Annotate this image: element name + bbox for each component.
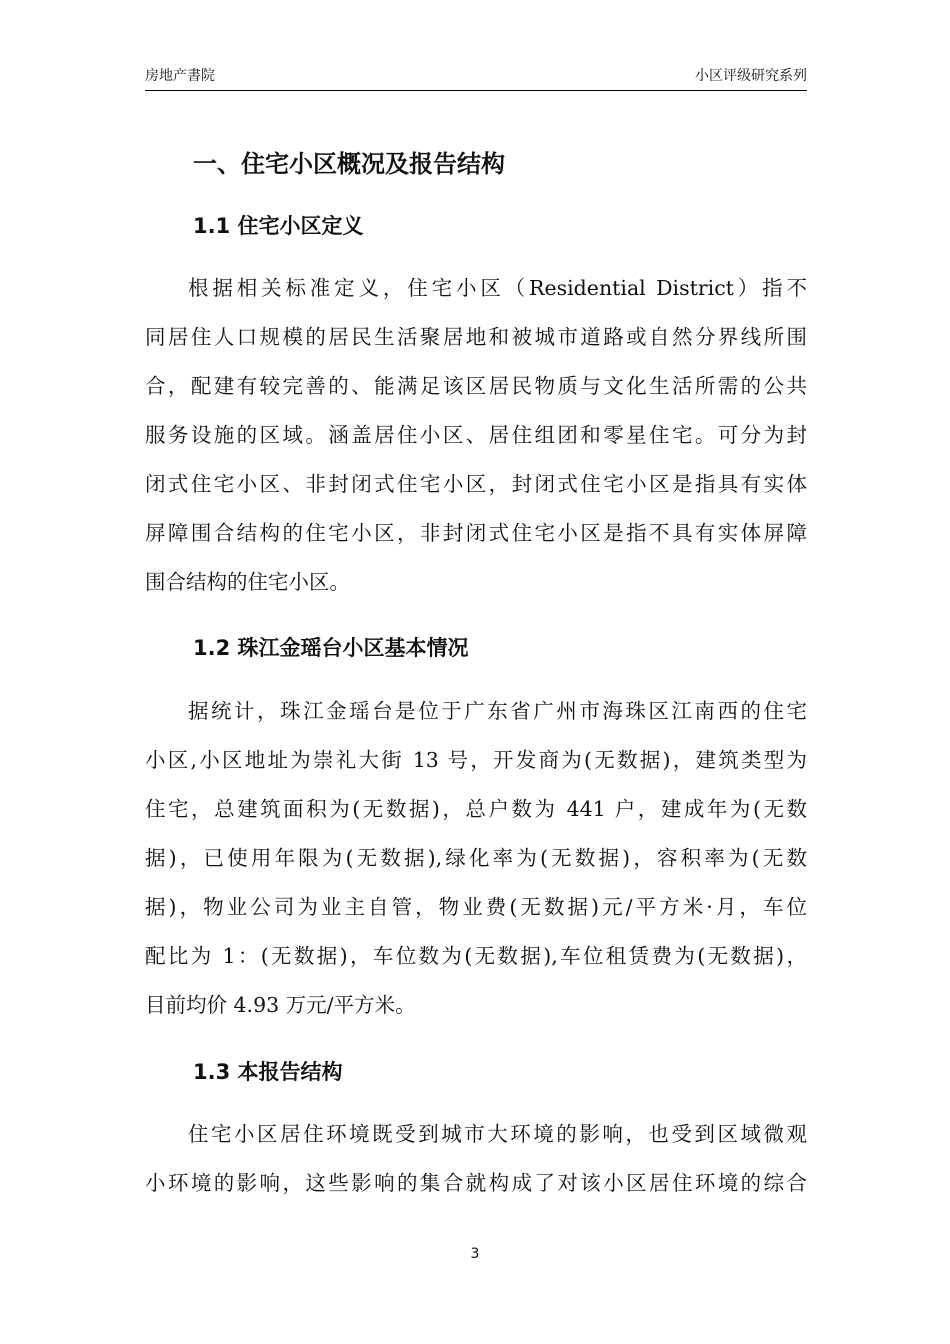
paragraph-line: 合，配建有较完善的、能满足该区居民物质与文化生活所需的公共 — [145, 374, 807, 398]
section-1-2-paragraph — [145, 687, 807, 1030]
section-heading-1-3: 1.3 本报告结构 — [193, 1060, 343, 1084]
paragraph-line: 据统计，珠江金瑶台是位于广东省广州市海珠区江南西的住宅 — [188, 699, 807, 723]
chapter-title: 一、住宅小区概况及报告结构 — [193, 150, 505, 178]
section-heading-1-2: 1.2 珠江金瑶台小区基本情况 — [193, 636, 469, 660]
paragraph-line: 服务设施的区域。涵盖居住小区、居住组团和零星住宅。可分为封 — [145, 423, 807, 447]
paragraph-line: 据)，已使用年限为(无数据),绿化率为(无数据)，容积率为(无数 — [145, 846, 807, 870]
paragraph-line: 住宅，总建筑面积为(无数据)，总户数为 441 户，建成年为(无数 — [145, 797, 807, 821]
paragraph-line: 屏障围合结构的住宅小区，非封闭式住宅小区是指不具有实体屏障 — [145, 521, 807, 545]
paragraph-line: 住宅小区居住环境既受到城市大环境的影响，也受到区域微观 — [188, 1122, 807, 1146]
section-1-1-paragraph — [145, 264, 807, 607]
paragraph-line: 配比为 1：(无数据)，车位数为(无数据),车位租赁费为(无数据)， — [145, 944, 807, 968]
header-series: 小区评级研究系列 — [695, 68, 807, 84]
paragraph-line: 根据相关标准定义，住宅小区（Residential District）指不 — [188, 276, 807, 300]
paragraph-line: 同居住人口规模的居民生活聚居地和被城市道路或自然分界线所围 — [145, 325, 807, 349]
paragraph-line: 小区,小区地址为崇礼大街 13 号，开发商为(无数据)，建筑类型为 — [145, 748, 807, 772]
page-header — [145, 66, 807, 91]
section-1-3-paragraph — [145, 1110, 807, 1208]
paragraph-line: 据)，物业公司为业主自管，物业费(无数据)元/平方米·月，车位 — [145, 895, 807, 919]
section-heading-1-1: 1.1 住宅小区定义 — [193, 214, 364, 238]
paragraph-line: 目前均价 4.93 万元/平方米。 — [145, 993, 416, 1017]
paragraph-line: 小环境的影响，这些影响的集合就构成了对该小区居住环境的综合 — [145, 1171, 807, 1195]
paragraph-line: 闭式住宅小区、非封闭式住宅小区，封闭式住宅小区是指具有实体 — [145, 472, 807, 496]
header-publisher: 房地产書院 — [145, 68, 215, 84]
page-number: 3 — [470, 1246, 480, 1262]
paragraph-line: 围合结构的住宅小区。 — [145, 570, 350, 594]
